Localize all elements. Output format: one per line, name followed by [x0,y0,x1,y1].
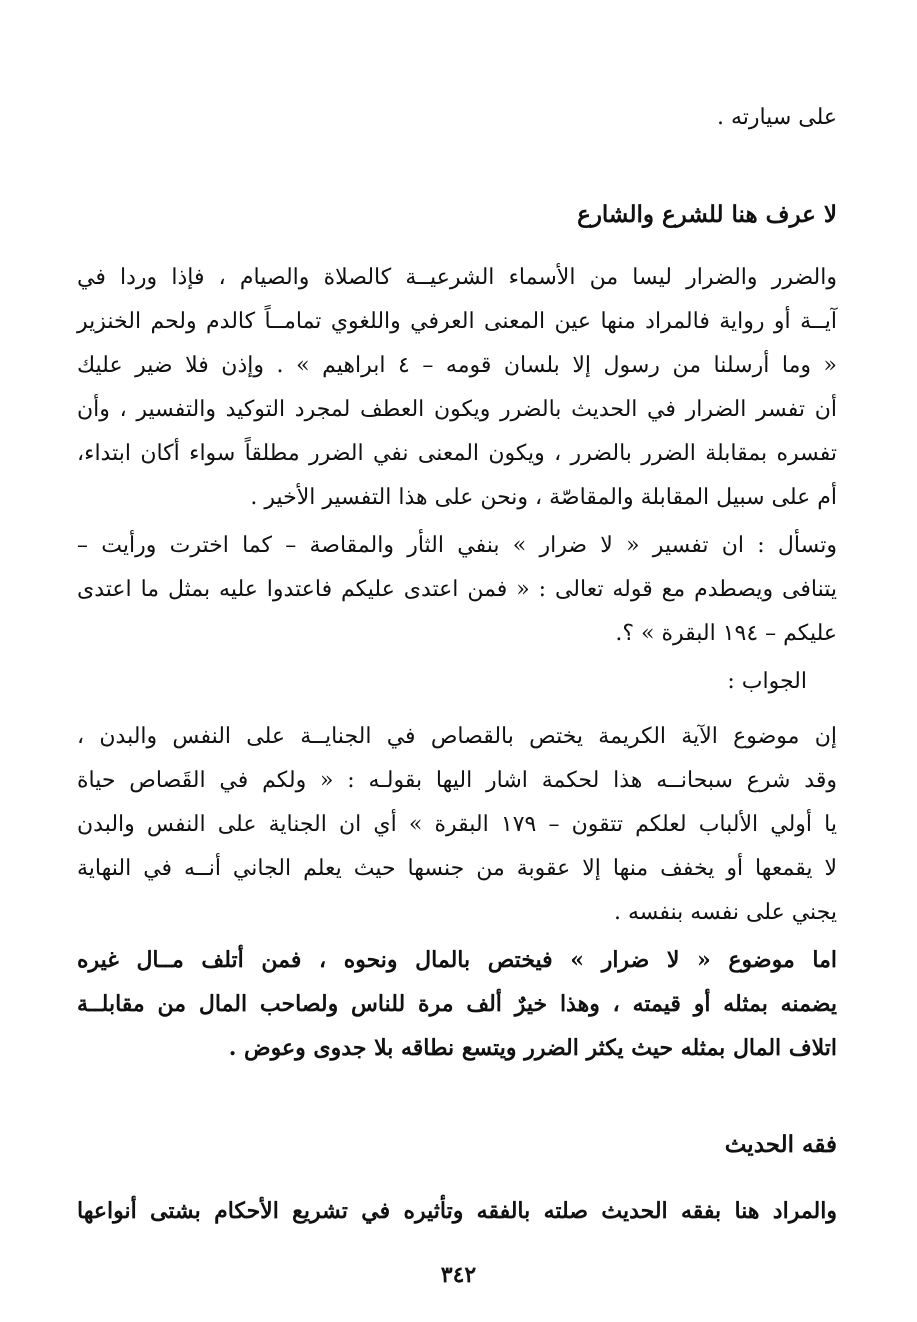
paragraph-line: يا أولي الألباب لعلكم تتقون – ١٧٩ البقرة » أي ان الجناية على النفس والبدن [77,812,837,837]
paragraph-line: وقد شرع سبحانــه هذا لحكمة اشار اليها بقولـه : « ولكم في القَصاص حياة [77,768,837,793]
section-heading: لا عرف هنا للشرع والشارع [577,201,837,228]
paragraph-line: والضرر والضرار ليسا من الأسماء الشرعيــة كالصلاة والصيام ، فإذا وردا في [77,265,837,290]
paragraph-line: « وما أرسلنا من رسول إلا بلسان قومه – ٤ ابراهيم » . وإذن فلا ضير عليك [77,353,837,378]
paragraph-line: أم على سبيل المقابلة والمقاصّة ، ونحن على هذا التفسير الأخير . [250,485,837,510]
answer-label: الجواب : [727,669,807,694]
paragraph-line: لا يقمعها أو يخفف منها إلا عقوبة من جنسها حيث يعلم الجاني أنــه في النهاية [77,856,837,881]
paragraph-line: يتنافى ويصطدم مع قوله تعالى : « فمن اعتدى عليكم فاعتدوا عليه بمثل ما اعتدى [77,577,837,602]
paragraph-line: آيــة أو رواية فالمراد منها عين المعنى العرفي واللغوي تمامــاً كالدم ولحم الخنزير [77,309,837,334]
paragraph-line: اتلاف المال بمثله حيث يكثر الضرر ويتسع نطاقه بلا جدوى وعوض . [228,1035,837,1061]
paragraph-line: عليكم – ١٩٤ البقرة » ؟. [615,621,837,646]
page-number: ٣٤٢ [440,1262,477,1288]
paragraph-line: يضمنه بمثله أو قيمته ، وهذا خيرٌ ألف مرة للناس ولصاحب المال من مقابلــة [77,991,837,1017]
section-heading: فقه الحديث [724,1131,837,1158]
paragraph-line: تفسره بمقابلة الضرر بالضرر ، ويكون المعنى نفي الضرر مطلقاً سواء أكان ابتداء، [77,441,837,466]
paragraph-line: أن تفسر الضرار في الحديث بالضرر ويكون العطف لمجرد التوكيد والتفسير ، وأن [77,397,837,422]
paragraph-line: يجني على نفسه بنفسه . [614,900,837,925]
paragraph-line: وتسأل : ان تفسير « لا ضرار » بنفي الثأر والمقاصة – كما اخترت ورأيت – [77,533,837,558]
paragraph-line: والمراد هنا بفقه الحديث صلته بالفقه وتأثيره في تشريع الأحكام بشتى أنواعها [77,1198,837,1224]
paragraph-line: إن موضوع الآية الكريمة يختص بالقصاص في الجنايــة على النفس والبدن ، [77,724,837,749]
carry-over-line: على سيارته . [716,105,837,130]
paragraph-line: اما موضوع « لا ضرار » فيختص بالمال ونحوه ، فمن أتلف مــال غيره [77,947,837,973]
